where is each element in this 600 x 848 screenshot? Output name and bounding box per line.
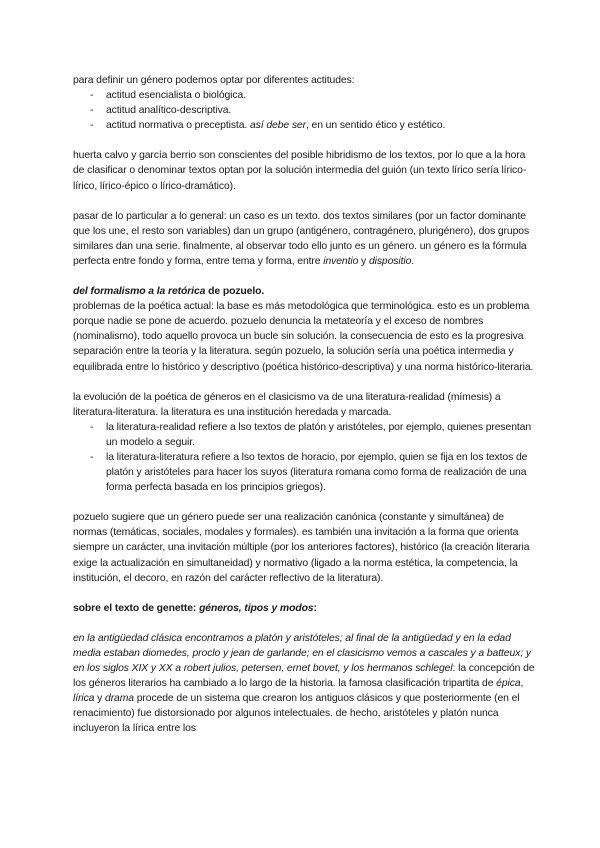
final-paragraph: en la antigüedad clásica encontramos a platón y aristóteles; al final de la antigüedad y en la edad media estaban diomedes, proclo y jean de garlande; en el clasicismo vemos a cascales y a batteux; y en los siglos XIX y XX a robert julios, petersen, ernet bovet, y los hermanos schlegel: la concepción de los géneros literarios ha cambiado a lo largo de la historia. la famosa clasificación tripartita de épica, lírica y drama procede de un sistema que crearon los antiguos clásicos y que posteriormente (en el renacimiento) fue distorsionado por algunos intelectuales. de hecho, aristóteles y platón nunca incluyeron la lírica entre los (73, 632, 535, 735)
list-item: - actitud analítico-descriptiva. (90, 103, 535, 118)
pozuelo-paragraph: pozuelo sugiere que un género puede ser una realización canónica (constante y simultánea) de normas (temáticas, sociales, modales y formales). es también una invitación a la forma que orienta siempre un carácter, una invitación múltiple (por los anteriores factores), histórico (la creación literaria exige la actualización en simultaneidad) y normativo (ligado a la norma estética, la competencia, la institución, el decoro, en razón del carácter reflectivo de la literatura). (73, 512, 530, 584)
list-item: - actitud esencialista o biológica. (90, 88, 535, 103)
document-body (73, 73, 535, 736)
problemas-paragraph: problemas de la poética actual: la base es más metodológica que terminológica. esto es un problema porque nadie se pone de acuerdo. pozuelo denuncia la metateoría y el exceso de nombres (nominalismo), todo aquello provoca un bucle sin solución. la consecuencia de esto es la progresiva separación entre la teoría y la literatura. según pozuelo, la solución sería una poética intermedia y equilibrada entre lo histórico y descriptivo (poética histórico-descriptiva) y una norma histórico-literaria. (73, 301, 534, 373)
evolucion-paragraph: la evolución de la poética de géneros en el clasicismo va de una literatura-realidad (mímesis) a literatura-literatura. la literatura es una institución heredada y marcada. (73, 391, 501, 418)
pasar-paragraph: pasar de lo particular a lo general: un caso es un texto. dos textos similares (por un factor dominante que los une, el resto son variables) dan un grupo (antigénero, contragénero, plurigénero), dos grupos similares dan una serie. finalmente, al observar todo ello junto es un género. un género es la fórmula perfecta entre fondo y forma, entre tema y forma, entre inventio y dispositio. (73, 210, 530, 267)
bullet-dash: - (90, 105, 94, 117)
huerta-paragraph: huerta calvo y garcía berrio son conscientes del posible hibridismo de los textos, por lo que a la hora de clasificar o denominar textos optan por la solución intermedia del guión (un texto lírico sería lírico-lírico, lírico-épico o lírico-dramático). (73, 150, 527, 192)
list-item: - la literatura-realidad refiere a lso textos de platón y aristóteles, por ejemplo, quienes presentan un modelo a seguir. (90, 421, 532, 448)
intro-paragraph: para definir un género podemos optar por diferentes actitudes: (73, 75, 355, 86)
bullet-dash: - (90, 120, 94, 132)
section-heading-genette: sobre el texto de genette: géneros, tipos y modos: (73, 602, 317, 614)
section-heading-pozuelo: del formalismo a la retórica de pozuelo. (73, 286, 265, 298)
actitudes-list (73, 88, 535, 133)
bullet-dash: - (90, 421, 94, 433)
bullet-dash: - (90, 90, 94, 102)
literaturas-list (73, 420, 535, 495)
list-item: - la literatura-literatura refiere a lso textos de horacio, por ejemplo, quien se fija en los textos de platón y aristóteles para hacer los suyos (literatura romana como forma de realización de una forma perfecta basada en los principios griegos). (90, 451, 528, 494)
list-item: - actitud normativa o preceptista. así debe ser, en un sentido ético y estético. (90, 118, 535, 133)
bullet-dash: - (90, 451, 94, 463)
